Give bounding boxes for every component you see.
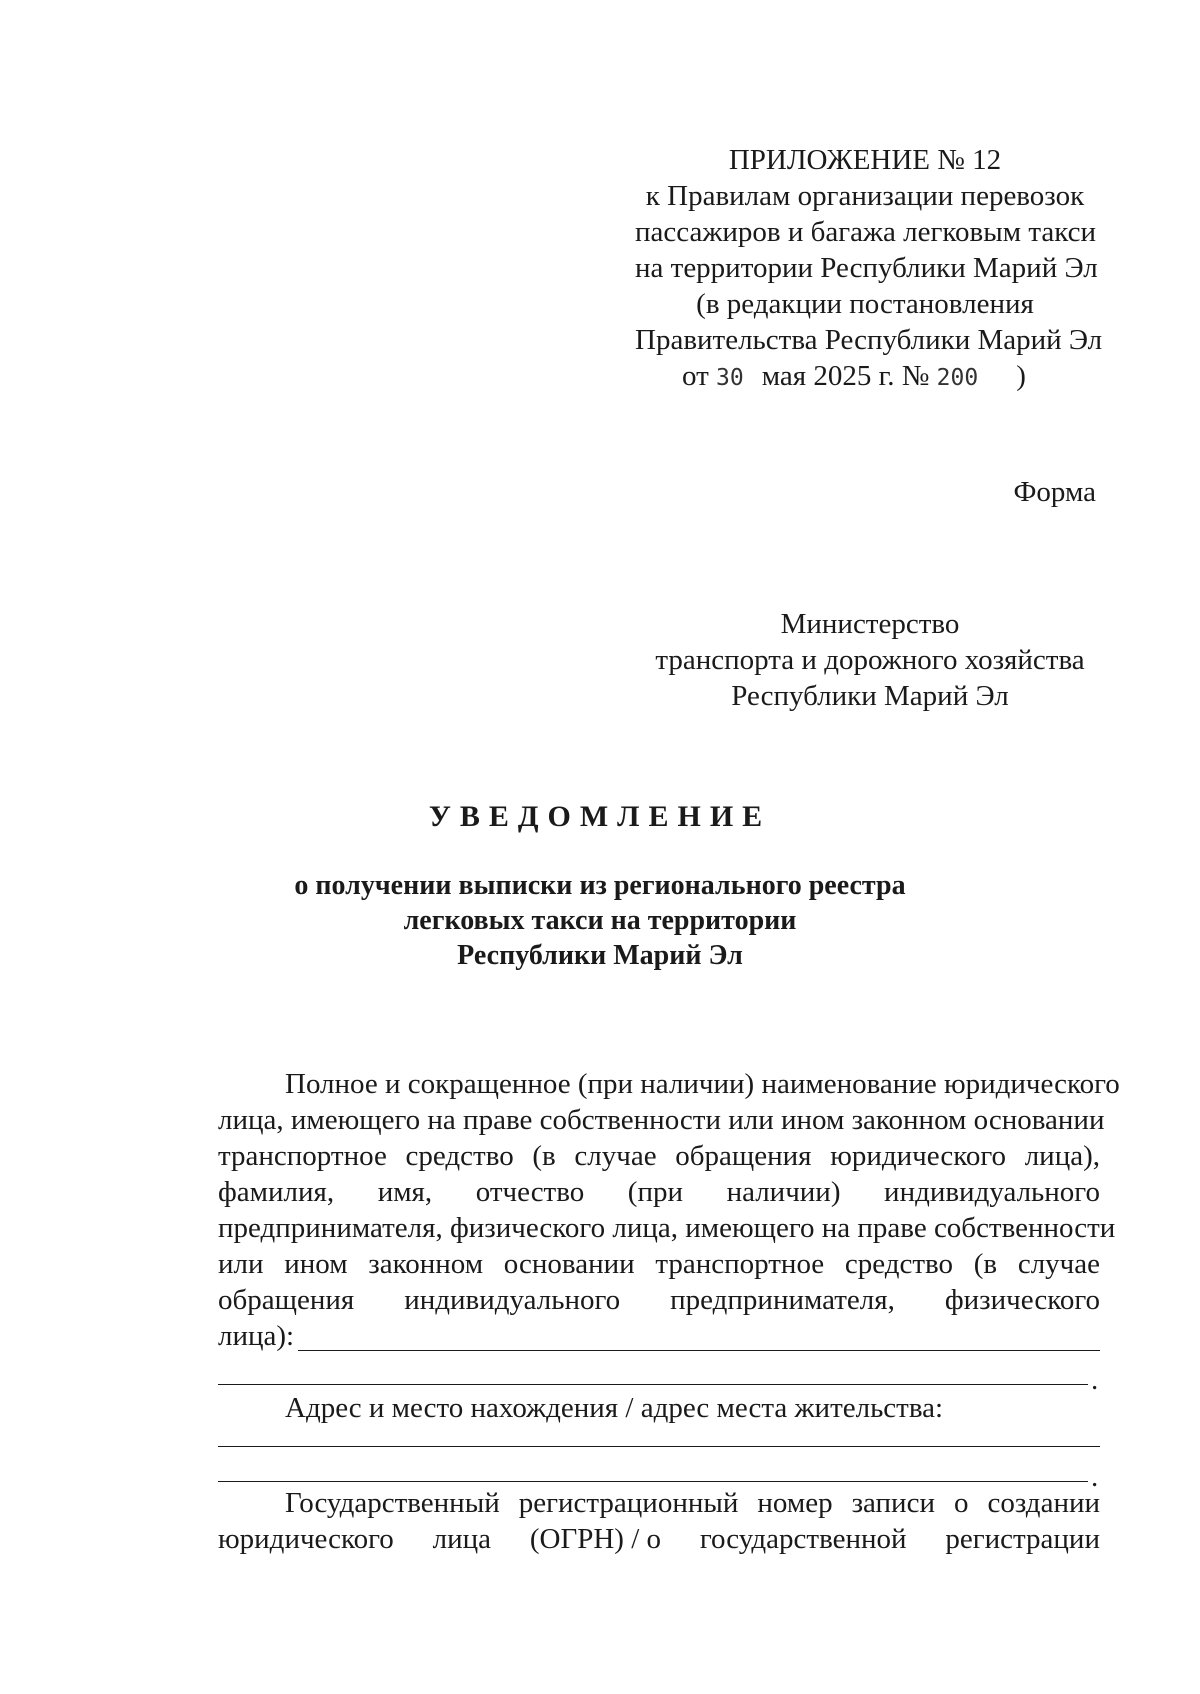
document-subtitle: [250, 868, 950, 973]
date-prefix: от: [682, 360, 709, 392]
date-day: 30: [716, 365, 744, 391]
appendix-line: (в редакции постановления: [696, 288, 1034, 320]
fill-in-line[interactable]: [218, 1481, 1088, 1482]
body-line: Адрес и место нахождения / адрес места жительства:: [285, 1392, 944, 1424]
appendix-line: пассажиров и багажа легковым такси: [635, 216, 1096, 248]
body-line: Полное и сокращенное (при наличии) наименование юридического: [285, 1068, 1120, 1100]
word: фамилия,: [218, 1176, 335, 1208]
word: индивидуального: [404, 1284, 621, 1316]
document-title: УВЕДОМЛЕНИЕ: [428, 800, 772, 833]
recipient-line: транспорта и дорожного хозяйства: [655, 644, 1085, 676]
appendix-line: к Правилам организации перевозок: [645, 180, 1085, 212]
line-end-period: .: [1091, 1461, 1099, 1493]
word: государственной: [699, 1523, 907, 1555]
appendix-heading: ПРИЛОЖЕНИЕ № 12: [728, 144, 1002, 176]
word: индивидуального: [884, 1176, 1100, 1208]
word: отчество: [475, 1176, 585, 1208]
body-line: предпринимателя, физического лица, имеющего на праве собственности: [218, 1212, 1116, 1244]
recipient-line: Министерство: [780, 608, 960, 640]
appendix-date-line: [635, 358, 1095, 396]
appendix-line: Правительства Республики Марий Эл: [635, 324, 1103, 356]
line-end-period: .: [1091, 1364, 1099, 1396]
fill-in-line[interactable]: [298, 1350, 1100, 1351]
body-line-justified: [218, 1282, 1100, 1318]
recipient-line: Республики Марий Эл: [731, 680, 1009, 712]
word: физического: [944, 1284, 1100, 1316]
body-line: или ином законном основании транспортное средство (в случае: [218, 1248, 1100, 1280]
word: (при: [627, 1176, 683, 1208]
subtitle-line: о получении выписки из регионального реестра: [294, 870, 906, 901]
body-line: лица, имеющего на праве собственности или ином законном основании: [218, 1104, 1105, 1136]
fill-in-line[interactable]: [218, 1446, 1100, 1447]
body-line-justified: [218, 1521, 1100, 1557]
word: регистрации: [945, 1523, 1100, 1555]
date-month-year: мая 2025 г. №: [761, 360, 930, 392]
body-line-justified: [218, 1174, 1100, 1210]
date-close: ): [1016, 360, 1026, 392]
word: предпринимателя,: [670, 1284, 895, 1316]
recipient-block: [640, 606, 1100, 714]
fill-in-line[interactable]: [218, 1384, 1088, 1385]
word: (ОГРН) / о: [529, 1523, 662, 1555]
body-line: Государственный регистрационный номер записи о создании: [285, 1487, 1100, 1519]
word: лица: [432, 1523, 492, 1555]
body-line: транспортное средство (в случае обращения юридического лица),: [218, 1140, 1100, 1172]
word: наличии): [726, 1176, 841, 1208]
word: имя,: [377, 1176, 433, 1208]
form-label: Форма: [1013, 476, 1096, 508]
appendix-line: на территории Республики Марий Эл: [635, 252, 1098, 284]
word: юридического: [218, 1523, 394, 1555]
body-line: лица):: [218, 1320, 295, 1352]
subtitle-line: Республики Марий Эл: [457, 940, 743, 971]
appendix-header: [635, 142, 1103, 396]
doc-number: 200: [936, 365, 979, 391]
subtitle-line: легковых такси на территории: [403, 905, 797, 936]
word: обращения: [218, 1284, 355, 1316]
